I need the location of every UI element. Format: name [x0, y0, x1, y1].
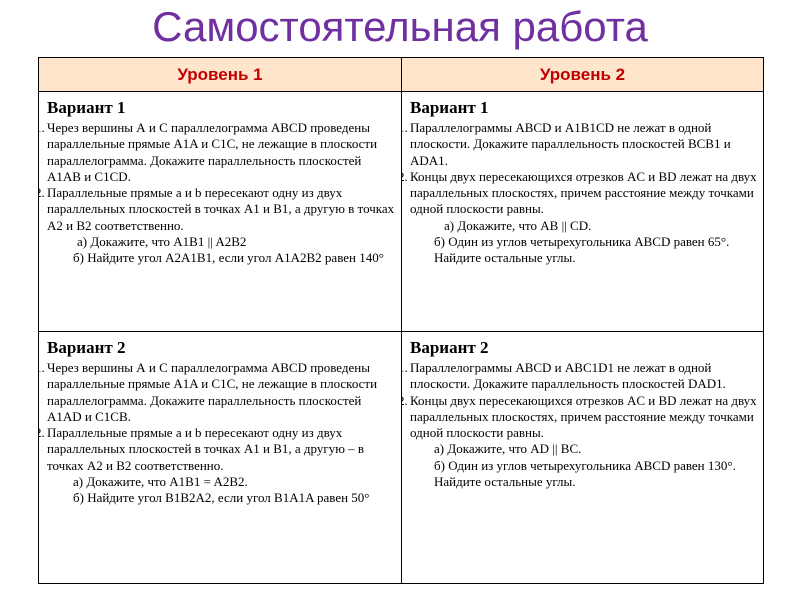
task-item: Параллельные прямые a и b пересекают одну из двух параллельных плоскостей в точках А1 и В1, а другую в точках А2 и В2 соответственно.	[47, 185, 395, 233]
task-item: Параллелограммы ABCD и ABC1D1 не лежат в одной плоскости. Докажите параллельность плоскостей DAD1.	[410, 360, 726, 392]
header-level-2: Уровень 2	[402, 58, 763, 92]
header-level-1: Уровень 1	[39, 58, 402, 92]
subtask-a: а) Докажите, что A1B1 = A2B2.	[73, 474, 248, 490]
variant-label: Вариант 2	[47, 338, 126, 357]
task-item: Параллельные прямые a и b пересекают одну из двух параллельных плоскостей в точках А1 и В1, а другую – в точках А2 и В2 соответственно.	[47, 425, 365, 473]
variant-label: Вариант 1	[47, 98, 126, 117]
variant-label: Вариант 2	[410, 338, 489, 357]
subtask-a: а) Докажите, что A1B1 || A2B2	[77, 234, 247, 250]
level1-variant1-cell	[39, 92, 402, 332]
level1-variant2-cell	[39, 332, 402, 583]
level2-variant1-cell	[402, 92, 763, 332]
subtask-a: а) Докажите, что AD || BC.	[434, 441, 582, 457]
task-item: Через вершины А и С параллелограмма ABCD проведены параллельные прямые A1A и C1C, не лежащие в плоскости параллелограмма. Докажите параллельность плоскостей A1AB и C1CD.	[47, 120, 378, 184]
page-title: Самостоятельная работа	[152, 3, 648, 50]
subtask-b: б) Один из углов четырехугольника ABCD равен 65°. Найдите остальные углы.	[434, 234, 730, 266]
task-item: Через вершины А и С параллелограмма ABCD проведены параллельные прямые A1A и C1C, не лежащие в плоскости параллелограмма. Докажите параллельность плоскостей A1AD и C1CB.	[47, 360, 378, 424]
task-list	[47, 120, 397, 234]
subtask-a: а) Докажите, что AB || CD.	[444, 217, 592, 233]
subtask-b: б) Найдите угол B1B2A2, если угол B1A1A равен 50°	[73, 490, 370, 506]
subtask-b: б) Один из углов четырехугольника ABCD равен 130°. Найдите остальные углы.	[434, 457, 736, 490]
task-item: Концы двух пересекающихся отрезков AC и BD лежат на двух параллельных плоскостях, причем расстояние между точками одной плоскости равны.	[410, 392, 757, 441]
subtask-b: б) Найдите угол A2A1B1, если угол A1A2B2 равен 140°	[73, 250, 384, 266]
level2-variant2-cell	[402, 332, 763, 583]
task-list	[410, 120, 759, 218]
task-item: Параллелограммы ABCD и A1B1CD не лежат в одной плоскости. Докажите параллельность плоскостей BCB1 и ADA1.	[410, 120, 731, 168]
variant-label: Вариант 1	[410, 98, 489, 117]
task-list	[47, 360, 397, 474]
task-list	[410, 360, 759, 441]
assignment-table	[38, 57, 764, 584]
task-item: Концы двух пересекающихся отрезков AC и BD лежат на двух параллельных плоскостях, причем расстояние между точками одной плоскости равны.	[410, 168, 757, 217]
